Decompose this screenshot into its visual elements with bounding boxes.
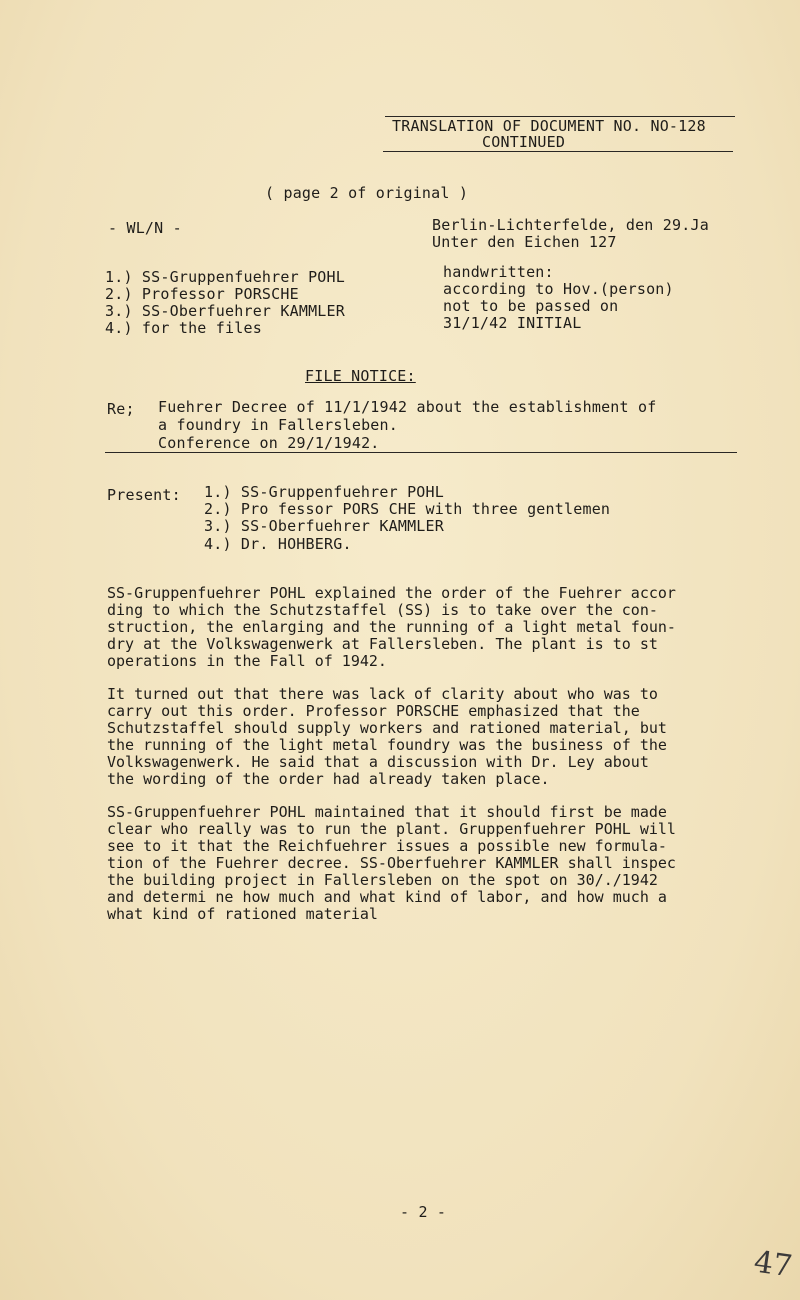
paragraph-line: the wording of the order had already taken place.: [107, 770, 550, 788]
re-line: Fuehrer Decree of 11/1/1942 about the establishment of: [158, 398, 657, 416]
re-line: a foundry in Fallersleben.: [158, 416, 398, 434]
present-item: 4.) Dr. HOHBERG.: [204, 535, 352, 553]
handwritten-note-line: according to Hov.(person): [443, 280, 674, 298]
paragraph-line: dry at the Volkswagenwerk at Fallersleben. The plant is to st: [107, 635, 658, 653]
header-bottom-rule: [383, 151, 733, 152]
re-line: Conference on 29/1/1942.: [158, 434, 380, 452]
paragraph-line: what kind of rationed material: [107, 905, 378, 923]
document-title: TRANSLATION OF DOCUMENT NO. NO-128: [392, 117, 706, 135]
handwritten-note-line: 31/1/42 INITIAL: [443, 314, 582, 332]
paragraph-line: and determi ne how much and what kind of labor, and how much a: [107, 888, 667, 906]
paragraph-line: struction, the enlarging and the running of a light metal foun-: [107, 618, 676, 636]
address-line-2: Unter den Eichen 127: [432, 233, 617, 251]
page-number: - 2 -: [400, 1203, 447, 1221]
file-notice-heading: FILE NOTICE:: [305, 367, 416, 385]
paragraph-line: Volkswagenwerk. He said that a discussion with Dr. Ley about: [107, 753, 649, 771]
paragraph-line: tion of the Fuehrer decree. SS-Oberfuehrer KAMMLER shall inspec: [107, 854, 676, 872]
paragraph-line: ding to which the Schutzstaffel (SS) is to take over the con-: [107, 601, 658, 619]
paragraph-line: Schutzstaffel should supply workers and rationed material, but: [107, 719, 667, 737]
present-item: 1.) SS-Gruppenfuehrer POHL: [204, 483, 444, 501]
handwritten-note-line: not to be passed on: [443, 297, 619, 315]
paragraph-line: SS-Gruppenfuehrer POHL maintained that it should first be made: [107, 803, 667, 821]
paragraph-line: the running of the light metal foundry was the business of the: [107, 736, 667, 754]
paragraph-line: clear who really was to run the plant. Gruppenfuehrer POHL will: [107, 820, 676, 838]
paragraph-line: see to it that the Reichfuehrer issues a possible new formula-: [107, 837, 667, 855]
paragraph-line: It turned out that there was lack of clarity about who was to: [107, 685, 658, 703]
present-label: Present:: [107, 486, 181, 504]
distribution-item: 4.) for the files: [105, 319, 262, 337]
handwritten-note-line: handwritten:: [443, 263, 554, 281]
re-rule: [105, 452, 737, 453]
paragraph-line: the building project in Fallersleben on the spot on 30/./1942: [107, 871, 658, 889]
handwritten-margin-number: 47: [751, 1244, 795, 1285]
distribution-item: 3.) SS-Oberfuehrer KAMMLER: [105, 302, 345, 320]
address-line-1: Berlin-Lichterfelde, den 29.Ja: [432, 216, 709, 234]
document-subtitle: CONTINUED: [482, 133, 566, 151]
paragraph-line: SS-Gruppenfuehrer POHL explained the order of the Fuehrer accor: [107, 584, 676, 602]
paragraph-line: carry out this order. Professor PORSCHE emphasized that the: [107, 702, 640, 720]
distribution-item: 1.) SS-Gruppenfuehrer POHL: [105, 268, 345, 286]
re-label: Re;: [107, 400, 135, 418]
present-item: 2.) Pro fessor PORS CHE with three gentlemen: [204, 500, 611, 518]
page-reference: ( page 2 of original ): [265, 184, 469, 202]
distribution-item: 2.) Professor PORSCHE: [105, 285, 299, 303]
reference-code: - WL/N -: [108, 219, 182, 237]
present-item: 3.) SS-Oberfuehrer KAMMLER: [204, 517, 444, 535]
paragraph-line: operations in the Fall of 1942.: [107, 652, 387, 670]
